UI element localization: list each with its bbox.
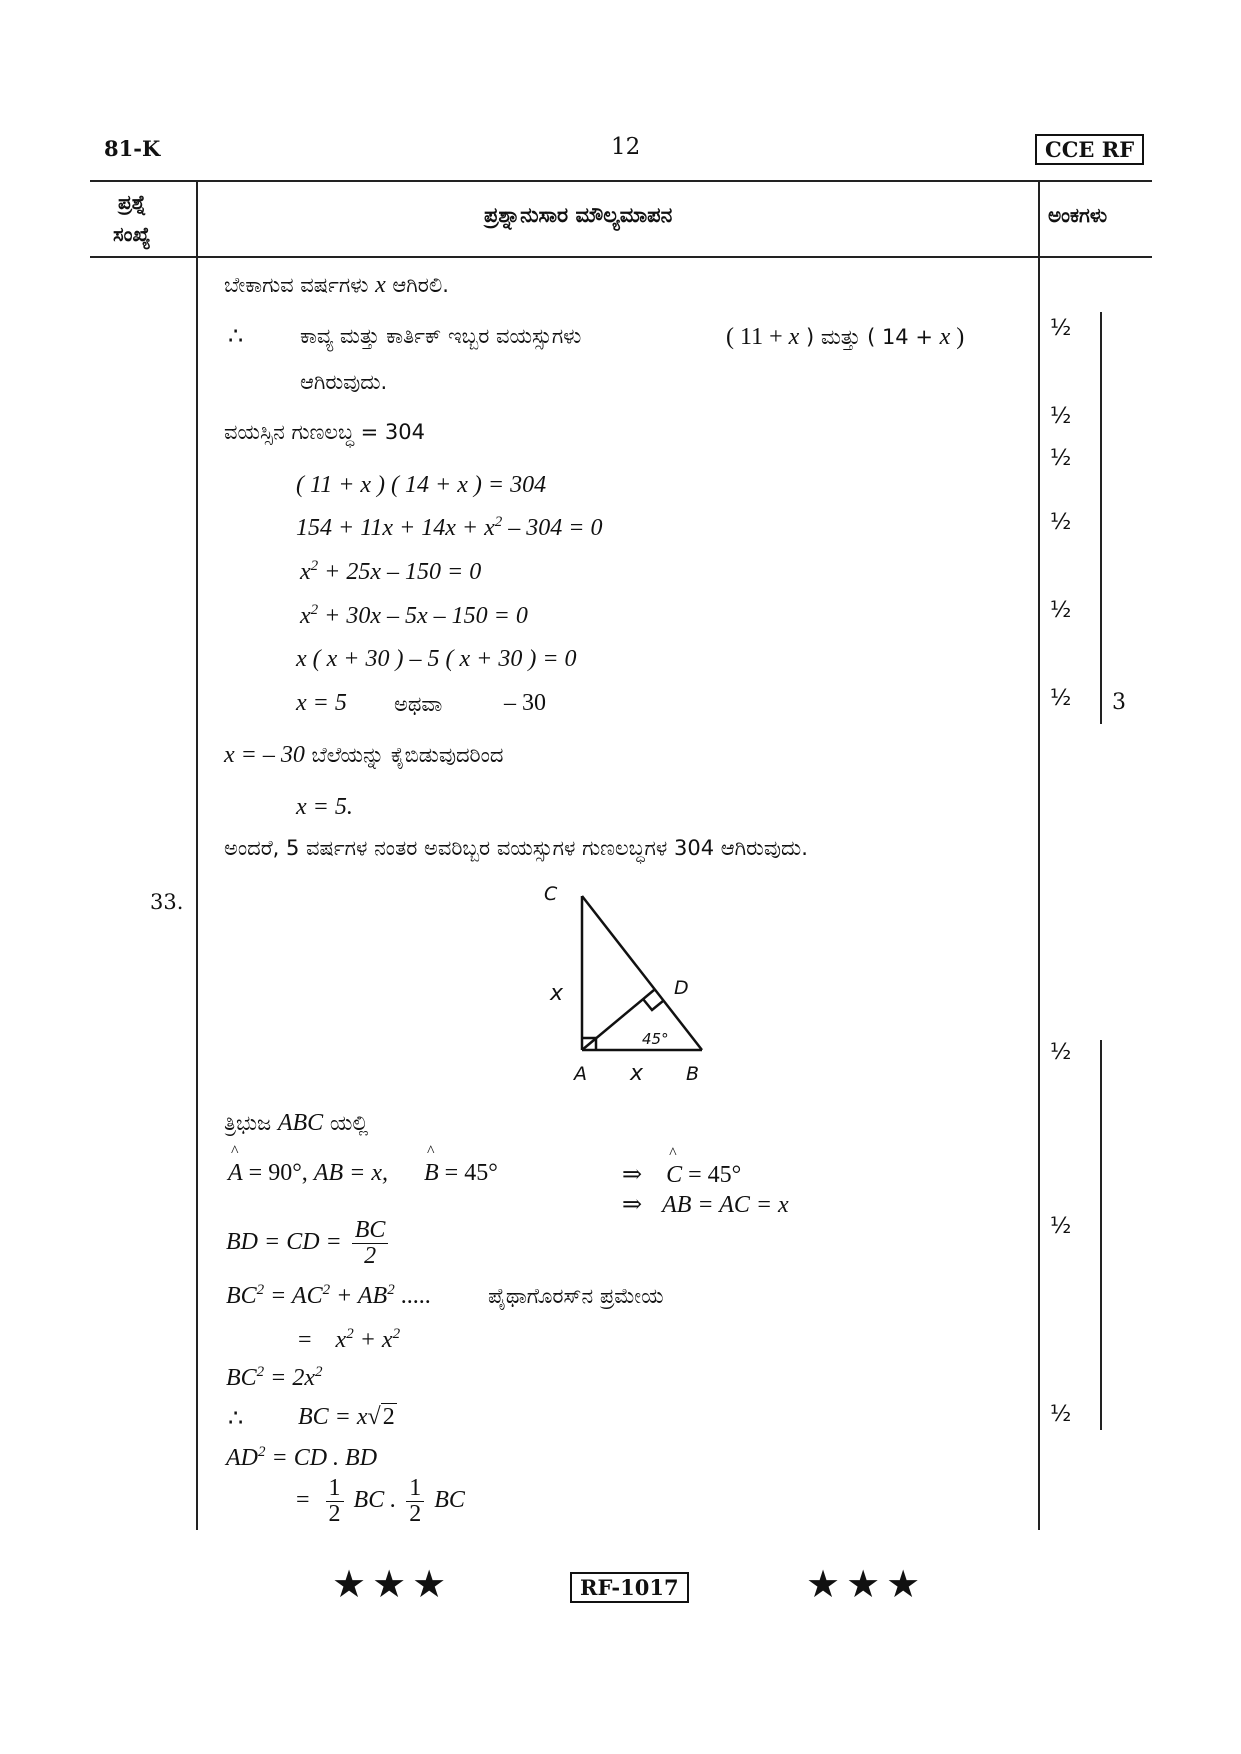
q33-mark-3: ½ [1050, 1402, 1072, 1427]
q33-half-product: = $\frac{1}{2}$ BC . $\frac{1}{2}$ BC [296, 1475, 465, 1528]
q32-line-2-expr: ( 11 + x ) ಮತ್ತು ( 14 + x ) [726, 324, 965, 350]
q32-mark-2: ½ [1050, 404, 1072, 429]
q32-equation-2: $154 + 11x + 14x + x^2 - 304 = 0$ [296, 514, 603, 541]
side-bc [582, 896, 702, 1050]
column-divider-left [196, 180, 198, 1530]
q33-number: 33. [150, 890, 184, 914]
label-d: D [674, 977, 689, 999]
q32-discard-line: x = – 30 ಬೆಲೆಯನ್ನು ಕೈಬಿಡುವುದರಿಂದ [224, 742, 504, 768]
q32-equation-1: ( 11 + x ) ( 14 + x ) = 304 [296, 472, 547, 498]
label-a: A [574, 1063, 587, 1085]
q32-product-line: ವಯಸ್ಸಿನ ಗುಣಲಬ್ಧ = 304 [224, 420, 425, 444]
q32-equation-4: $x^2 + 30x - 5x - 150 = 0$ [300, 602, 528, 629]
q33-pythagoras-line: $BC^2 = AC^2 + AB^2$ ..... [226, 1282, 431, 1309]
q32-conclusion: ಅಂದರೆ, 5 ವರ್ಷಗಳ ನಂತರ ಅವರಿಬ್ಬರ ವಯಸ್ಸುಗಳ ಗುಣಲಬ್ಧಗಳ 304 ಆಗಿರುವುದು. [224, 836, 808, 860]
page-number: 12 [611, 134, 641, 160]
q32-equation-3: $x^2 + 25x - 150 = 0$ [300, 558, 482, 585]
right-angle-mark-d [643, 999, 663, 1010]
triangle-lines [582, 896, 702, 1050]
table-top-rule [90, 180, 1152, 182]
q33-sum-of-squares: = $x^2 + x^2$ [298, 1326, 401, 1353]
cce-rf-badge: CCE RF [1035, 134, 1144, 165]
q33-mark-1: ½ [1050, 1040, 1072, 1065]
label-c: C [544, 883, 558, 905]
column-divider-right [1038, 180, 1040, 1530]
q33-mark-2: ½ [1050, 1214, 1072, 1239]
q32-marks-bracket [1100, 312, 1102, 724]
col-marks-label: ಅಂಕಗಳು [1048, 203, 1108, 227]
q32-mark-5: ½ [1050, 598, 1072, 623]
col-evaluation-label: ಪ್ರಶ್ನಾನುಸಾರ ಮೌಲ್ಯಮಾಪನ [484, 203, 673, 227]
q32-line-2: ಕಾವ್ಯ ಮತ್ತು ಕಾರ್ತಿಕ್ ಇಬ್ಬರ ವಯಸ್ಸುಗಳು [300, 324, 582, 348]
q33-implies-line-2: ⇒ AB = AC = x [622, 1192, 789, 1218]
q32-mark-1: ½ [1050, 316, 1072, 341]
q33-bc-squared: $BC^2 = 2x^2$ [226, 1364, 323, 1391]
q32-mark-4: ½ [1050, 510, 1072, 535]
footer-stars-left: ★★★ [332, 1562, 453, 1606]
q32-total-marks: 3 [1112, 690, 1126, 715]
label-x-side: x [550, 981, 564, 1006]
table-header-rule [90, 256, 1152, 258]
q32-mark-6: ½ [1050, 686, 1072, 711]
footer-code: RF-1017 [570, 1572, 689, 1603]
q33-marks-bracket [1100, 1040, 1102, 1430]
q33-bc-value: BC = x√2 [298, 1404, 395, 1430]
q33-pythagoras-label: ಪೈಥಾಗೊರಸ್‌ನ ಪ್ರಮೇಯ [488, 1284, 664, 1308]
q32-equation-6-or: ಅಥವಾ [394, 692, 443, 716]
col-question-label-2: ಸಂಖ್ಯೆ [113, 222, 151, 246]
label-angle-45: 45° [642, 1030, 669, 1048]
q32-equation-5: x ( x + 30 ) – 5 ( x + 30 ) = 0 [296, 646, 577, 672]
q32-equation-6: x = 5 [296, 690, 347, 716]
triangle-figure [540, 880, 720, 1100]
q33-angles-line: ^ A = 90°, AB = x, ^ B = 45° [228, 1160, 498, 1187]
q32-therefore-symbol: ∴ [228, 324, 244, 350]
q32-mark-3: ½ [1050, 446, 1072, 471]
paper-code: 81-K [104, 136, 161, 161]
q32-line-3: ಆಗಿರುವುದು. [300, 370, 388, 394]
q32-equation-6-alt: – 30 [504, 690, 546, 716]
label-b: B [686, 1063, 700, 1085]
footer-stars-right: ★★★ [806, 1562, 927, 1606]
q33-ad-squared: $AD^2$ = CD . BD [226, 1444, 378, 1471]
label-x-base: x [630, 1061, 644, 1086]
q33-bd-cd-line: BD = CD = $\frac{BC}{2}$ [226, 1218, 392, 1269]
q33-therefore-symbol: ∴ [228, 1406, 244, 1432]
q33-implies-line-1: ⇒ ^ C = 45° [622, 1160, 741, 1189]
q32-line-1: ಬೇಕಾಗುವ ವರ್ಷಗಳು x ಆಗಿರಲಿ. [224, 272, 449, 298]
col-question-label-1: ಪ್ರಶ್ನೆ [118, 190, 147, 214]
q33-triangle-line: ತ್ರಿಭುಜ ABC ಯಲ್ಲಿ [224, 1110, 369, 1136]
q32-solution: x = 5. [296, 794, 353, 820]
